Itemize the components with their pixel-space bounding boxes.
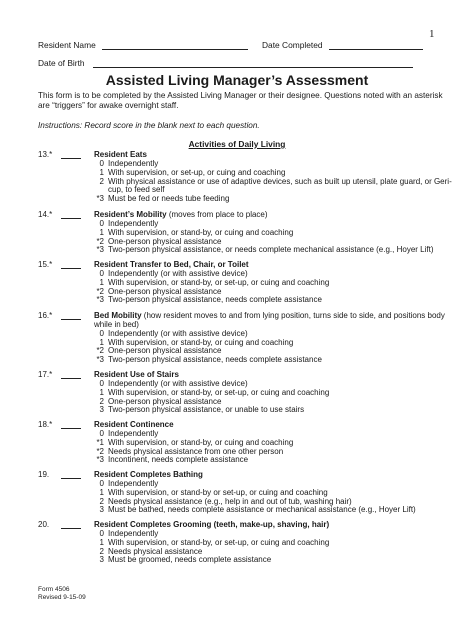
item-number: 18.* (38, 420, 53, 429)
option-code: *3 (96, 355, 104, 365)
item-heading: Resident Transfer to Bed, Chair, or Toilet (94, 260, 249, 269)
item-number: 14.* (38, 210, 53, 219)
assessment-item (38, 151, 458, 204)
resident-name-label: Resident Name (38, 40, 96, 50)
score-blank[interactable] (61, 528, 81, 529)
option-row (94, 406, 458, 415)
item-body (94, 312, 458, 365)
item-heading: Resident Eats (94, 150, 147, 159)
option-text: With supervision, or stand-by, or set-up, or cuing and coaching (108, 277, 330, 287)
option-code: *3 (96, 245, 104, 255)
item-body (94, 211, 458, 255)
option-row (94, 296, 458, 305)
option-code: *2 (96, 286, 104, 296)
option-text: With supervision, or stand-by, or set-up, or cuing and coaching (108, 387, 330, 397)
item-number: 20. (38, 520, 50, 529)
option-code: *2 (96, 446, 104, 456)
option-text: One-person physical assistance (108, 236, 222, 246)
option-text: Independently (108, 158, 159, 168)
option-code: 0 (99, 378, 104, 388)
date-completed-label: Date Completed (262, 40, 323, 50)
date-of-birth-label: Date of Birth (38, 58, 85, 68)
option-code: *3 (96, 455, 104, 465)
option-code: 2 (99, 176, 104, 186)
option-text: With supervision, or stand-by, or cuing and coaching (108, 437, 294, 447)
score-blank[interactable] (61, 378, 81, 379)
item-body (94, 261, 458, 305)
option-text: With supervision, or stand-by, or set-up, or cuing and coaching (108, 537, 330, 547)
assessment-item (38, 211, 458, 255)
option-code: *2 (96, 346, 104, 356)
date-completed-field[interactable] (329, 40, 423, 50)
option-row (94, 195, 458, 204)
item-heading: Resident Use of Stairs (94, 370, 179, 379)
assessment-item (38, 312, 458, 365)
option-code: 1 (99, 387, 104, 397)
option-code: 0 (99, 328, 104, 338)
date-of-birth-field[interactable] (93, 58, 413, 68)
item-heading: Resident’s Mobility (94, 210, 167, 219)
date-of-birth-row (38, 58, 413, 68)
option-row (94, 246, 458, 255)
option-row (94, 356, 458, 365)
option-text: Two-person physical assistance, or needs complete mechanical assistance (e.g., Hoyer Lift) (108, 245, 434, 255)
option-row (94, 456, 458, 465)
option-code: 1 (99, 167, 104, 177)
assessment-item (38, 421, 458, 465)
option-text: One-person physical assistance (108, 346, 222, 356)
option-code: *3 (96, 194, 104, 204)
option-row (94, 556, 458, 565)
option-code: 2 (99, 396, 104, 406)
option-text: Independently (108, 528, 159, 538)
option-text: With supervision, or set-up, or cuing and coaching (108, 167, 286, 177)
option-text: Independently (108, 218, 159, 228)
item-body (94, 421, 458, 465)
item-heading: Bed Mobility (94, 311, 142, 320)
option-text: Independently (or with assistive device) (108, 378, 248, 388)
option-code: 1 (99, 537, 104, 547)
item-heading: Resident Completes Grooming (teeth, make-up, shaving, hair) (94, 520, 330, 529)
option-code: 1 (99, 337, 104, 347)
option-code: 1 (99, 227, 104, 237)
option-code: *3 (96, 295, 104, 305)
option-text: Must be bathed, needs complete assistance or mechanical assistance (e.g., Hoyer Lift) (108, 505, 416, 515)
option-code: 0 (99, 528, 104, 538)
item-body (94, 151, 458, 204)
option-code: *2 (96, 236, 104, 246)
option-text: One-person physical assistance (108, 286, 222, 296)
option-text: With physical assistance or use of adaptive devices, such as built up utensil, plate guard, or Geri-cup, to feed self (108, 176, 452, 195)
option-text: Must be groomed, needs complete assistance (108, 555, 272, 565)
option-text: Two-person physical assistance, needs complete assistance (108, 355, 322, 365)
option-text: Incontinent, needs complete assistance (108, 455, 249, 465)
item-body (94, 521, 458, 565)
option-text: With supervision, or stand-by, or cuing and coaching (108, 337, 294, 347)
item-number: 15.* (38, 260, 53, 269)
option-code: 2 (99, 546, 104, 556)
option-row (94, 506, 458, 515)
item-number: 13.* (38, 150, 53, 159)
assessment-item (38, 261, 458, 305)
item-heading-note: (moves from place to place) (166, 210, 268, 219)
option-text: One-person physical assistance (108, 396, 222, 406)
option-text: Must be fed or needs tube feeding (108, 194, 230, 204)
resident-name-field[interactable] (102, 40, 248, 50)
score-blank[interactable] (61, 218, 81, 219)
score-blank[interactable] (61, 428, 81, 429)
option-text: With supervision, or stand-by, or cuing and coaching (108, 227, 294, 237)
intro-text: This form is to be completed by the Assisted Living Manager or their designee. Questions noted with an asterisk are “triggers” for awake overnight staff. (38, 91, 443, 111)
assessment-item (38, 521, 458, 565)
score-blank[interactable] (61, 268, 81, 269)
score-blank[interactable] (61, 478, 81, 479)
resident-name-row (38, 40, 248, 50)
option-text: Two-person physical assistance, needs complete assistance (108, 295, 322, 305)
option-code: 0 (99, 478, 104, 488)
option-text: Independently (or with assistive device) (108, 328, 248, 338)
score-blank[interactable] (61, 158, 81, 159)
option-text: With supervision, or stand-by or set-up, or cuing and coaching (108, 487, 328, 497)
item-number: 17.* (38, 370, 53, 379)
item-heading-line (94, 312, 458, 330)
form-footer (38, 586, 86, 602)
option-text: Two-person physical assistance, or unable to use stairs (108, 405, 305, 415)
option-row (94, 178, 458, 196)
page-number: 1 (429, 28, 435, 40)
option-text: Needs physical assistance (108, 546, 203, 556)
date-completed-row (262, 40, 423, 50)
option-code: 3 (99, 405, 104, 415)
option-text: Needs physical assistance from one other person (108, 446, 284, 456)
option-text: Independently (108, 478, 159, 488)
item-body (94, 371, 458, 415)
option-text: Independently (or with assistive device) (108, 268, 248, 278)
item-heading: Resident Continence (94, 420, 174, 429)
instructions-text: Instructions: Record score in the blank next to each question. (38, 121, 260, 130)
option-text: Needs physical assistance (e.g., help in and out of tub, washing hair) (108, 496, 352, 506)
option-code: 1 (99, 487, 104, 497)
option-code: *1 (96, 437, 104, 447)
option-code: 3 (99, 505, 104, 515)
score-blank[interactable] (61, 319, 81, 320)
revised-date: Revised 9-15-09 (38, 594, 86, 601)
option-text: Independently (108, 428, 159, 438)
assessment-item (38, 471, 458, 515)
option-code: 3 (99, 555, 104, 565)
option-code: 0 (99, 268, 104, 278)
item-number: 16.* (38, 311, 53, 320)
item-number: 19. (38, 470, 50, 479)
item-body (94, 471, 458, 515)
option-code: 0 (99, 428, 104, 438)
option-code: 1 (99, 277, 104, 287)
option-code: 0 (99, 218, 104, 228)
assessment-item (38, 371, 458, 415)
section-title: Activities of Daily Living (188, 139, 286, 149)
form-title: Assisted Living Manager’s Assessment (105, 72, 369, 88)
item-heading-note: (how resident moves to and from lying position, turns side to side, and positions body while in bed) (94, 311, 445, 329)
option-code: 2 (99, 496, 104, 506)
option-code: 0 (99, 158, 104, 168)
item-heading: Resident Completes Bathing (94, 470, 203, 479)
form-number: Form 4506 (38, 586, 70, 593)
